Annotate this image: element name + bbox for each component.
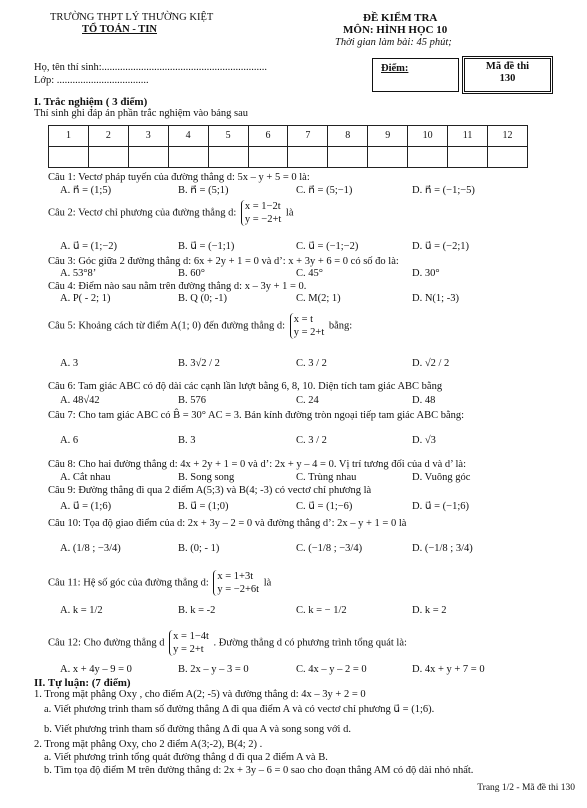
question-11-system [213,570,259,596]
question-5-system [290,313,325,339]
answer-cell[interactable] [88,147,128,168]
question-4-stem: Câu 4: Điểm nào sau nằm trên đường thẳng d: x – 3y + 1 = 0. [48,281,307,292]
answer-cell[interactable] [408,147,448,168]
question-8-option-a[interactable]: A. Cắt nhau [60,472,111,483]
question-7-option-d[interactable]: D. √3 [412,435,436,446]
system-line: x = 1−2t [244,201,281,212]
question-11-option-a[interactable]: A. k = 1/2 [60,605,103,616]
question-4-option-a[interactable]: A. P( - 2; 1) [60,293,111,304]
question-3-option-d[interactable]: D. 30° [412,268,440,279]
question-8-stem: Câu 8: Cho hai đường thẳng d: 4x + 2y + 1 = 0 và d’: 2x + y – 4 = 0. Vị trí tương đối của d và d’ là: [48,459,466,470]
question-2-stem-post: là [285,207,294,219]
exam-code-value: 130 [499,73,516,85]
answer-header-cell: 8 [328,126,368,147]
system-line: y = 2+t [293,327,325,339]
answer-table-header-row [49,126,528,147]
system-line: x = t [293,314,314,325]
answer-header-cell: 2 [88,126,128,147]
question-2-stem [48,200,294,226]
answer-cell[interactable] [448,147,488,168]
page-footer: Trang 1/2 - Mã đề thi 130 [477,783,575,793]
question-1-option-c[interactable]: C. n⃗ = (5;−1) [296,185,353,196]
score-box [372,58,459,92]
question-6-option-d[interactable]: D. 48 [412,395,436,406]
question-3-option-b[interactable]: B. 60° [178,268,205,279]
essay-item-2b: b. Tìm tọa độ điểm M trên đường thẳng d: 2x + 3y – 6 = 0 sao cho đoạn thẳng AM có độ dài nhỏ nhất. [44,765,474,776]
question-3-option-c[interactable]: C. 45° [296,268,323,279]
question-10-option-d[interactable]: D. (−1/8 ; 3/4) [412,543,473,554]
question-7-stem: Câu 7: Cho tam giác ABC có B̂ = 30° AC = 3. Bán kính đường tròn ngoại tiếp tam giác ABC bằng: [48,410,465,421]
essay-item-1: 1. Trong mặt phẳng Oxy , cho điểm A(2; -5) và đường thẳng d: 4x – 3y + 2 = 0 [34,689,366,700]
question-7-option-b[interactable]: B. 3 [178,435,196,446]
answer-cell[interactable] [328,147,368,168]
question-5-option-b[interactable]: B. 3√2 / 2 [178,358,220,369]
question-2-system [241,200,281,226]
answer-header-cell: 10 [408,126,448,147]
answer-header-cell: 7 [288,126,328,147]
exam-time: Thời gian làm bài: 45 phút; [335,37,452,48]
question-10-option-a[interactable]: A. (1/8 ; −3/4) [60,543,121,554]
question-9-option-d[interactable]: D. u⃗ = (−1;6) [412,501,469,512]
system-line: x = 1+3t [217,571,254,582]
question-4-option-c[interactable]: C. M(2; 1) [296,293,341,304]
question-3-option-a[interactable]: A. 53°8’ [60,268,97,279]
school-name: TRƯỜNG THPT LÝ THƯỜNG KIỆT [50,12,214,23]
question-6-option-a[interactable]: A. 48√42 [60,395,100,406]
question-9-option-a[interactable]: A. u⃗ = (1;6) [60,501,112,512]
question-1-stem: Câu 1: Vectơ pháp tuyến của đường thẳng d: 5x – y + 5 = 0 là: [48,172,310,183]
question-12-option-c[interactable]: C. 4x – y – 2 = 0 [296,664,367,675]
answer-header-cell: 5 [208,126,248,147]
answer-cell[interactable] [487,147,527,168]
essay-item-2a: a. Viết phương trình tổng quát đường thẳng d đi qua 2 điểm A và B. [44,752,328,763]
answer-cell[interactable] [208,147,248,168]
part2-title: II. Tự luận: (7 điểm) [34,677,131,689]
department: TỔ TOÁN - TIN [82,24,157,35]
system-line: x = 1−4t [173,631,209,642]
answer-header-cell: 4 [168,126,208,147]
question-8-option-c[interactable]: C. Trùng nhau [296,472,357,483]
question-6-option-b[interactable]: B. 576 [178,395,207,406]
question-12-option-a[interactable]: A. x + 4y – 9 = 0 [60,664,132,675]
question-10-option-c[interactable]: C. (−1/8 ; −3/4) [296,543,363,554]
question-7-option-c[interactable]: C. 3 / 2 [296,435,327,446]
answer-header-cell: 12 [487,126,527,147]
question-12-system [169,630,209,656]
question-5-option-d[interactable]: D. √2 / 2 [412,358,450,369]
score-label: Điểm: [381,63,409,74]
question-3-stem: Câu 3: Góc giữa 2 đường thẳng d: 6x + 2y + 1 = 0 và d’: x + 3y + 6 = 0 có số đo là: [48,256,399,267]
question-5-stem-post: bằng: [328,320,353,332]
answer-cell[interactable] [49,147,89,168]
system-line: y = 2+t [173,644,204,656]
system-line: y = −2+t [244,214,282,226]
question-2-option-d[interactable]: D. u⃗ = (−2;1) [412,241,469,252]
answer-cell[interactable] [368,147,408,168]
question-11-stem-post: là [263,577,272,589]
subject: MÔN: HÌNH HỌC 10 [343,24,448,36]
part1-title: I. Trắc nghiệm ( 3 điểm) [34,96,148,108]
answer-header-cell: 3 [128,126,168,147]
question-11-option-b[interactable]: B. k = -2 [178,605,216,616]
essay-item-2: 2. Trong mặt phẳng Oxy, cho 2 điểm A(3;-2), B(4; 2) . [34,739,263,750]
question-9-option-b[interactable]: B. u⃗ = (1;0) [178,501,229,512]
question-5-stem-pre: Câu 5: Khoảng cách từ điểm A(1; 0) đến đường thẳng d: [48,320,286,332]
question-4-option-b[interactable]: B. Q (0; -1) [178,293,227,304]
question-4-option-d[interactable]: D. N(1; -3) [412,293,459,304]
question-10-option-b[interactable]: B. (0; - 1) [178,543,220,554]
question-11-option-d[interactable]: D. k = 2 [412,605,447,616]
answer-header-cell: 6 [248,126,288,147]
question-11-stem [48,570,271,596]
student-name-field[interactable]: Họ, tên thí sinh:............................................................... [34,62,268,73]
question-11-stem-pre: Câu 11: Hệ số góc của đường thẳng d: [48,577,209,589]
answer-cell[interactable] [168,147,208,168]
answer-header-cell: 9 [368,126,408,147]
question-12-option-d[interactable]: D. 4x + y + 7 = 0 [412,664,485,675]
question-8-option-b[interactable]: B. Song song [178,472,235,483]
part1-instruction: Thí sinh ghi đáp án phần trắc nghiệm vào bảng sau [34,108,249,119]
answer-header-cell: 11 [448,126,488,147]
exam-code-box [462,56,553,94]
answer-table-blank-row [49,147,528,168]
essay-item-1a: a. Viết phương trình tham số đường thẳng Δ đi qua điểm A và có vectơ chỉ phương u⃗ = (1;6). [44,704,435,715]
answer-cell[interactable] [288,147,328,168]
answer-cell[interactable] [128,147,168,168]
question-2-stem-pre: Câu 2: Vectơ chỉ phương của đường thẳng d: [48,207,237,219]
question-8-option-d[interactable]: D. Vuông góc [412,472,471,483]
question-2-option-c[interactable]: C. u⃗ = (−1;−2) [296,241,359,252]
system-line: y = −2+6t [217,584,260,596]
exam-title: ĐỀ KIỂM TRA [363,12,438,24]
question-12-option-b[interactable]: B. 2x – y – 3 = 0 [178,664,249,675]
answer-cell[interactable] [248,147,288,168]
question-1-option-d[interactable]: D. n⃗ = (−1;−5) [412,185,475,196]
question-9-option-c[interactable]: C. u⃗ = (1;−6) [296,501,353,512]
question-2-option-a[interactable]: A. u⃗ = (1;−2) [60,241,117,252]
question-6-option-c[interactable]: C. 24 [296,395,319,406]
question-12-stem [48,630,407,656]
question-11-option-c[interactable]: C. k = − 1/2 [296,605,347,616]
answer-header-cell: 1 [49,126,89,147]
question-12-stem-pre: Câu 12: Cho đường thẳng d [48,637,165,649]
question-5-option-a[interactable]: A. 3 [60,358,79,369]
student-class-field[interactable]: Lớp: ................................... [34,75,149,86]
question-2-option-b[interactable]: B. u⃗ = (−1;1) [178,241,235,252]
question-1-option-a[interactable]: A. n⃗ = (1;5) [60,185,112,196]
question-5-option-c[interactable]: C. 3 / 2 [296,358,327,369]
question-9-stem: Câu 9: Đường thẳng đi qua 2 điểm A(5;3) và B(4; -3) có vectơ chỉ phương là [48,485,372,496]
question-10-stem: Câu 10: Tọa độ giao điểm của d: 2x + 3y – 2 = 0 và đường thẳng d’: 2x – y + 1 = 0 là [48,518,407,529]
question-12-stem-post: . Đường thẳng d có phương trình tổng quát là: [213,637,407,649]
question-6-stem: Câu 6: Tam giác ABC có độ dài các cạnh lần lượt bằng 6, 8, 10. Diện tích tam giác ABC bằng [48,381,443,392]
question-7-option-a[interactable]: A. 6 [60,435,79,446]
question-1-option-b[interactable]: B. n⃗ = (5;1) [178,185,229,196]
exam-code-label: Mã đề thi [485,61,530,72]
answer-table [48,125,528,168]
question-5-stem [48,313,352,339]
essay-item-1b: b. Viết phương trình tham số đường thẳng Δ đi qua A và song song với d. [44,724,351,735]
